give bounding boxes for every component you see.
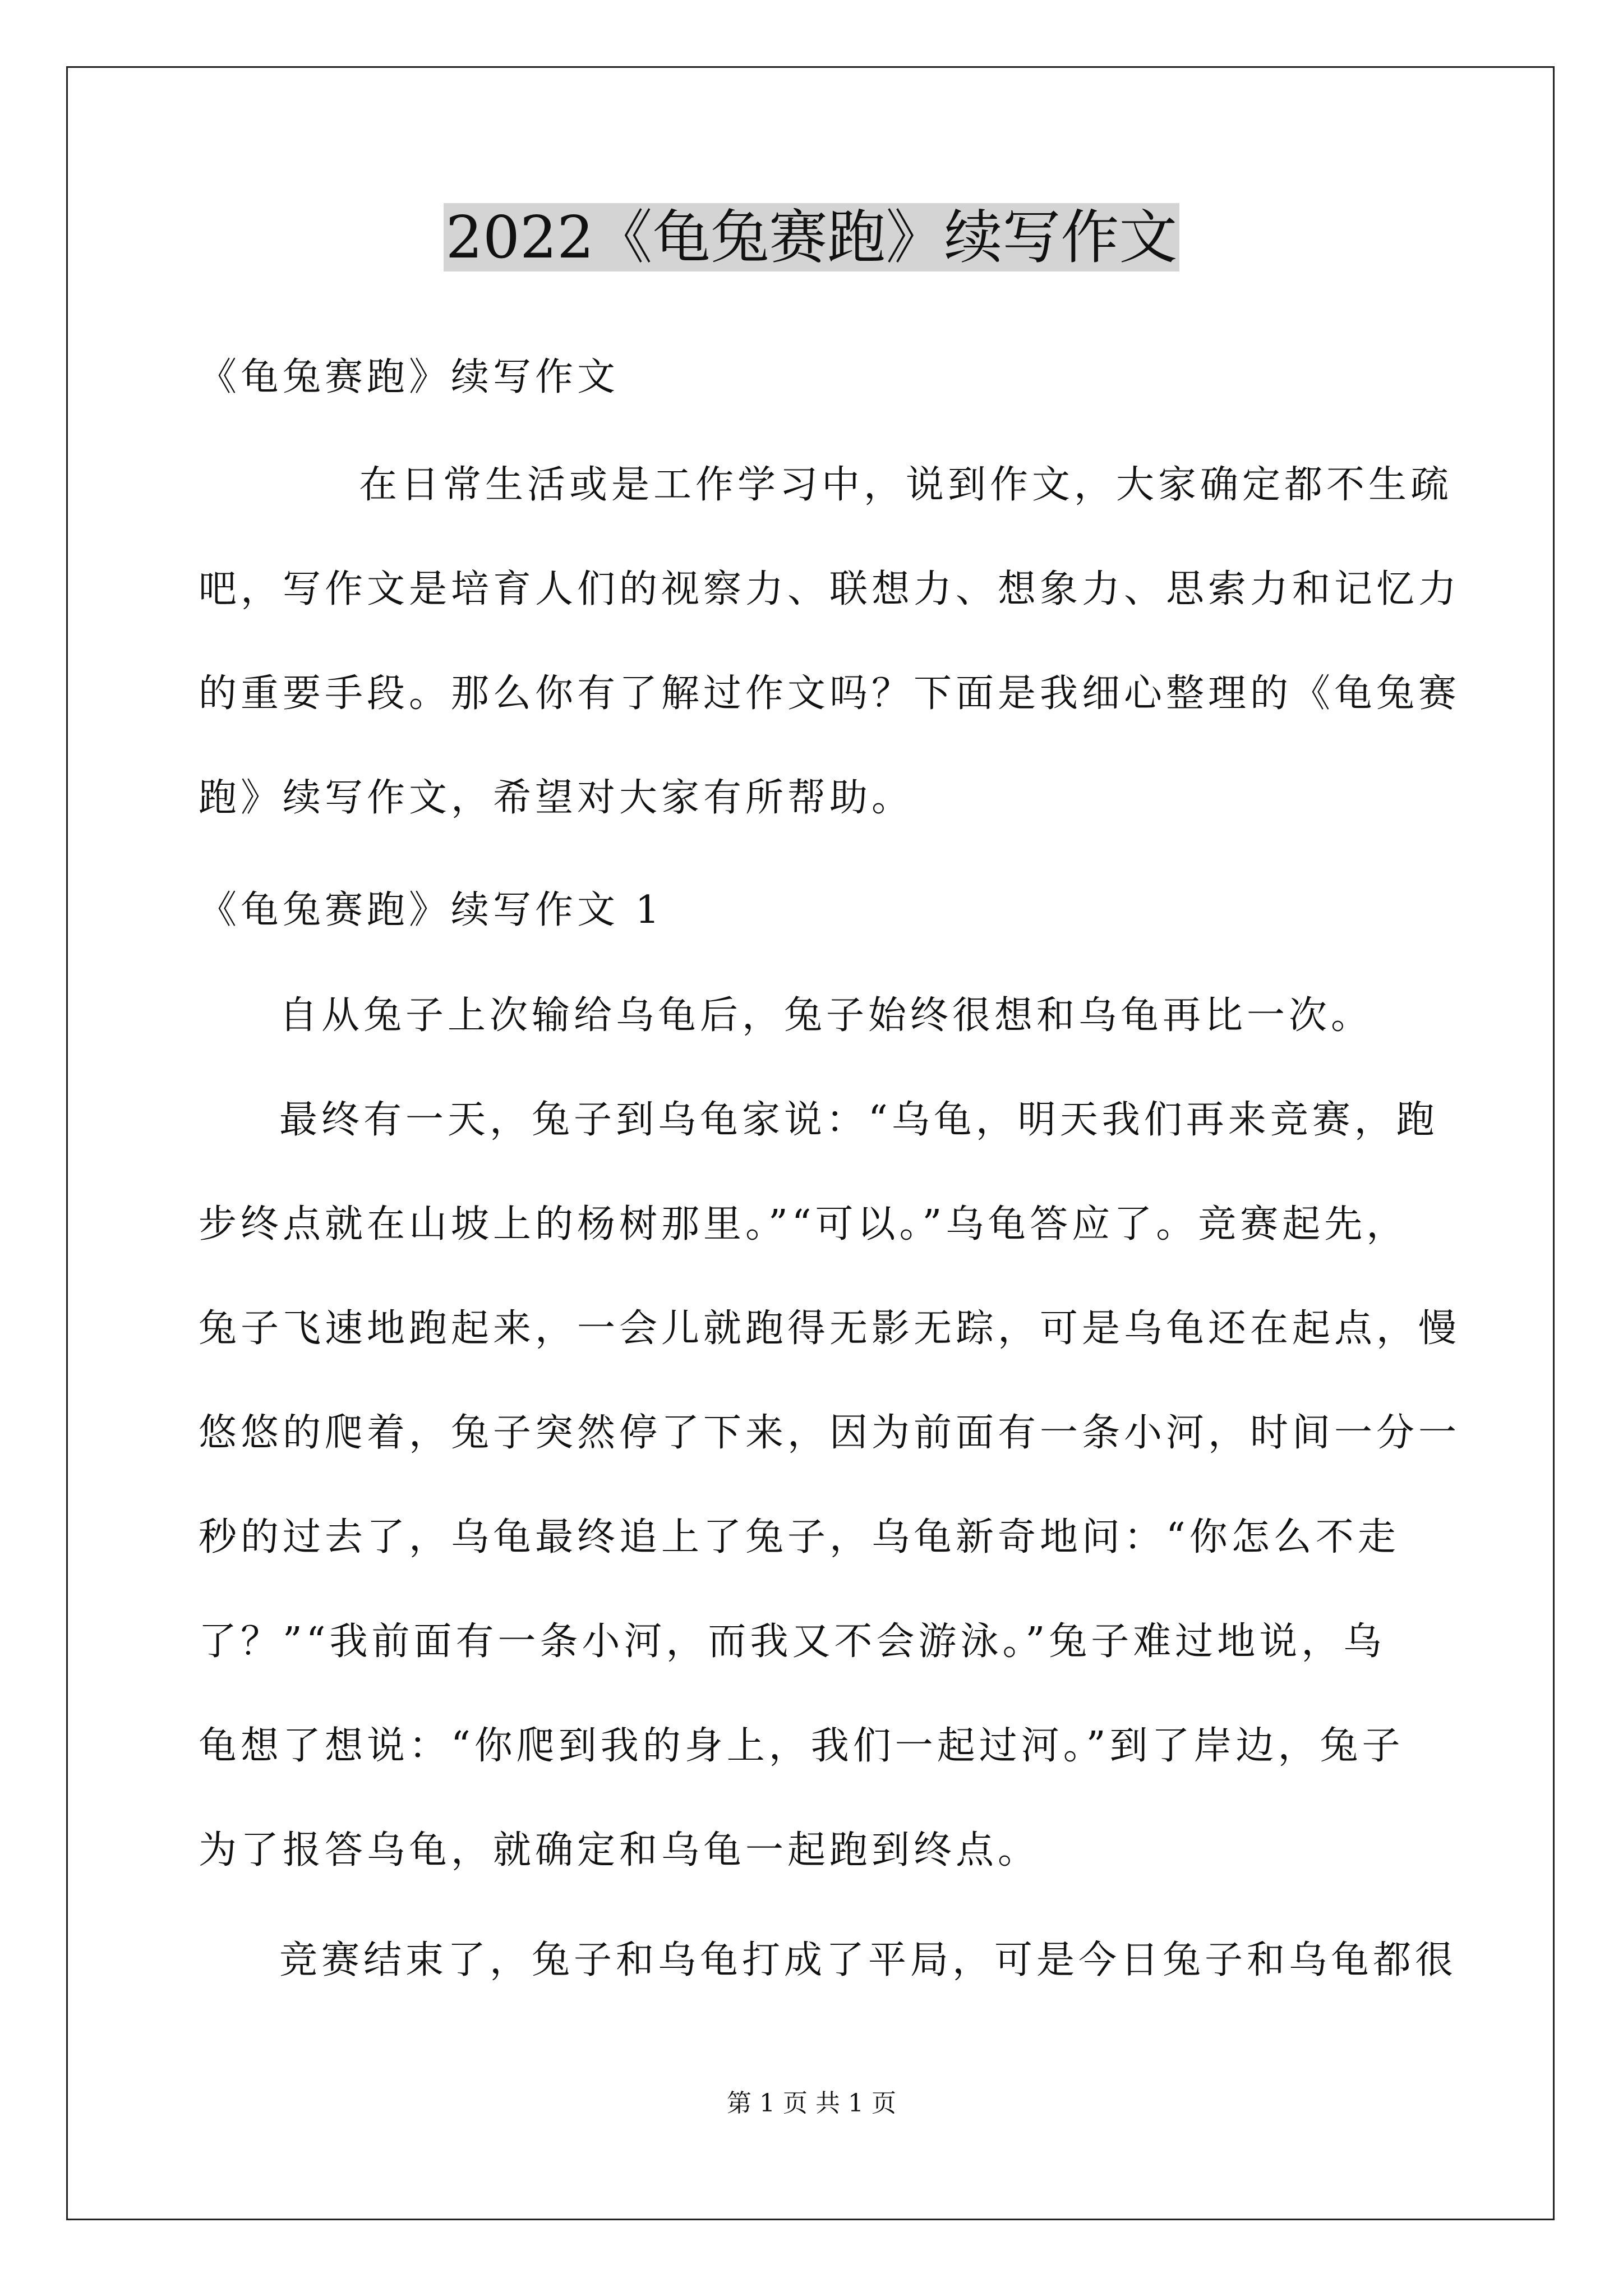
paragraph-2-line-4: 悠悠的爬着，兔子突然停了下来，因为前面有一条小河，时间一分一	[199, 1411, 1461, 1455]
paragraph-3-line-1: 竞赛结束了，兔子和乌龟打成了平局，可是今日兔子和乌龟都很	[279, 1938, 1458, 1982]
paragraph-2-line-1: 最终有一天，兔子到乌龟家说：“乌龟，明天我们再来竞赛，跑	[279, 1098, 1438, 1142]
paragraph-2-line-6: 了？”“我前面有一条小河，而我又不会游泳。”兔子难过地说，乌	[199, 1619, 1386, 1664]
paragraph-2-line-8: 为了报答乌龟，就确定和乌龟一起跑到终点。	[199, 1828, 1040, 1872]
intro-line-1: 在日常生活或是工作学习中，说到作文，大家确定都不生疏	[359, 463, 1453, 507]
document-subtitle: 《龟兔赛跑》续写作文	[199, 355, 620, 399]
document-title: 2022《龟兔赛跑》续写作文	[0, 201, 1623, 274]
section-heading: 《龟兔赛跑》续写作文 1	[199, 888, 663, 932]
paragraph-2-line-3: 兔子飞速地跑起来，一会儿就跑得无影无踪，可是乌龟还在起点，慢	[199, 1306, 1461, 1351]
paragraph-2-line-5: 秒的过去了，乌龟最终追上了兔子，乌龟新奇地问：“你怎么不走	[199, 1515, 1400, 1559]
intro-line-4: 跑》续写作文，希望对大家有所帮助。	[199, 776, 914, 820]
page-number-footer: 第 1 页 共 1 页	[727, 2089, 896, 2118]
paragraph-2-line-2: 步终点就在山坡上的杨树那里。”“可以。”乌龟答应了。竞赛起先，	[199, 1202, 1409, 1246]
paragraph-1: 自从兔子上次输给乌龟后，兔子始终很想和乌龟再比一次。	[279, 993, 1373, 1038]
paragraph-2-line-7: 龟想了想说：“你爬到我的身上，我们一起过河。”到了岸边，兔子	[199, 1724, 1404, 1768]
intro-line-3: 的重要手段。那么你有了解过作文吗？下面是我细心整理的《龟兔赛	[199, 671, 1461, 716]
intro-line-2: 吧，写作文是培育人们的视察力、联想力、想象力、思索力和记忆力	[199, 567, 1461, 611]
